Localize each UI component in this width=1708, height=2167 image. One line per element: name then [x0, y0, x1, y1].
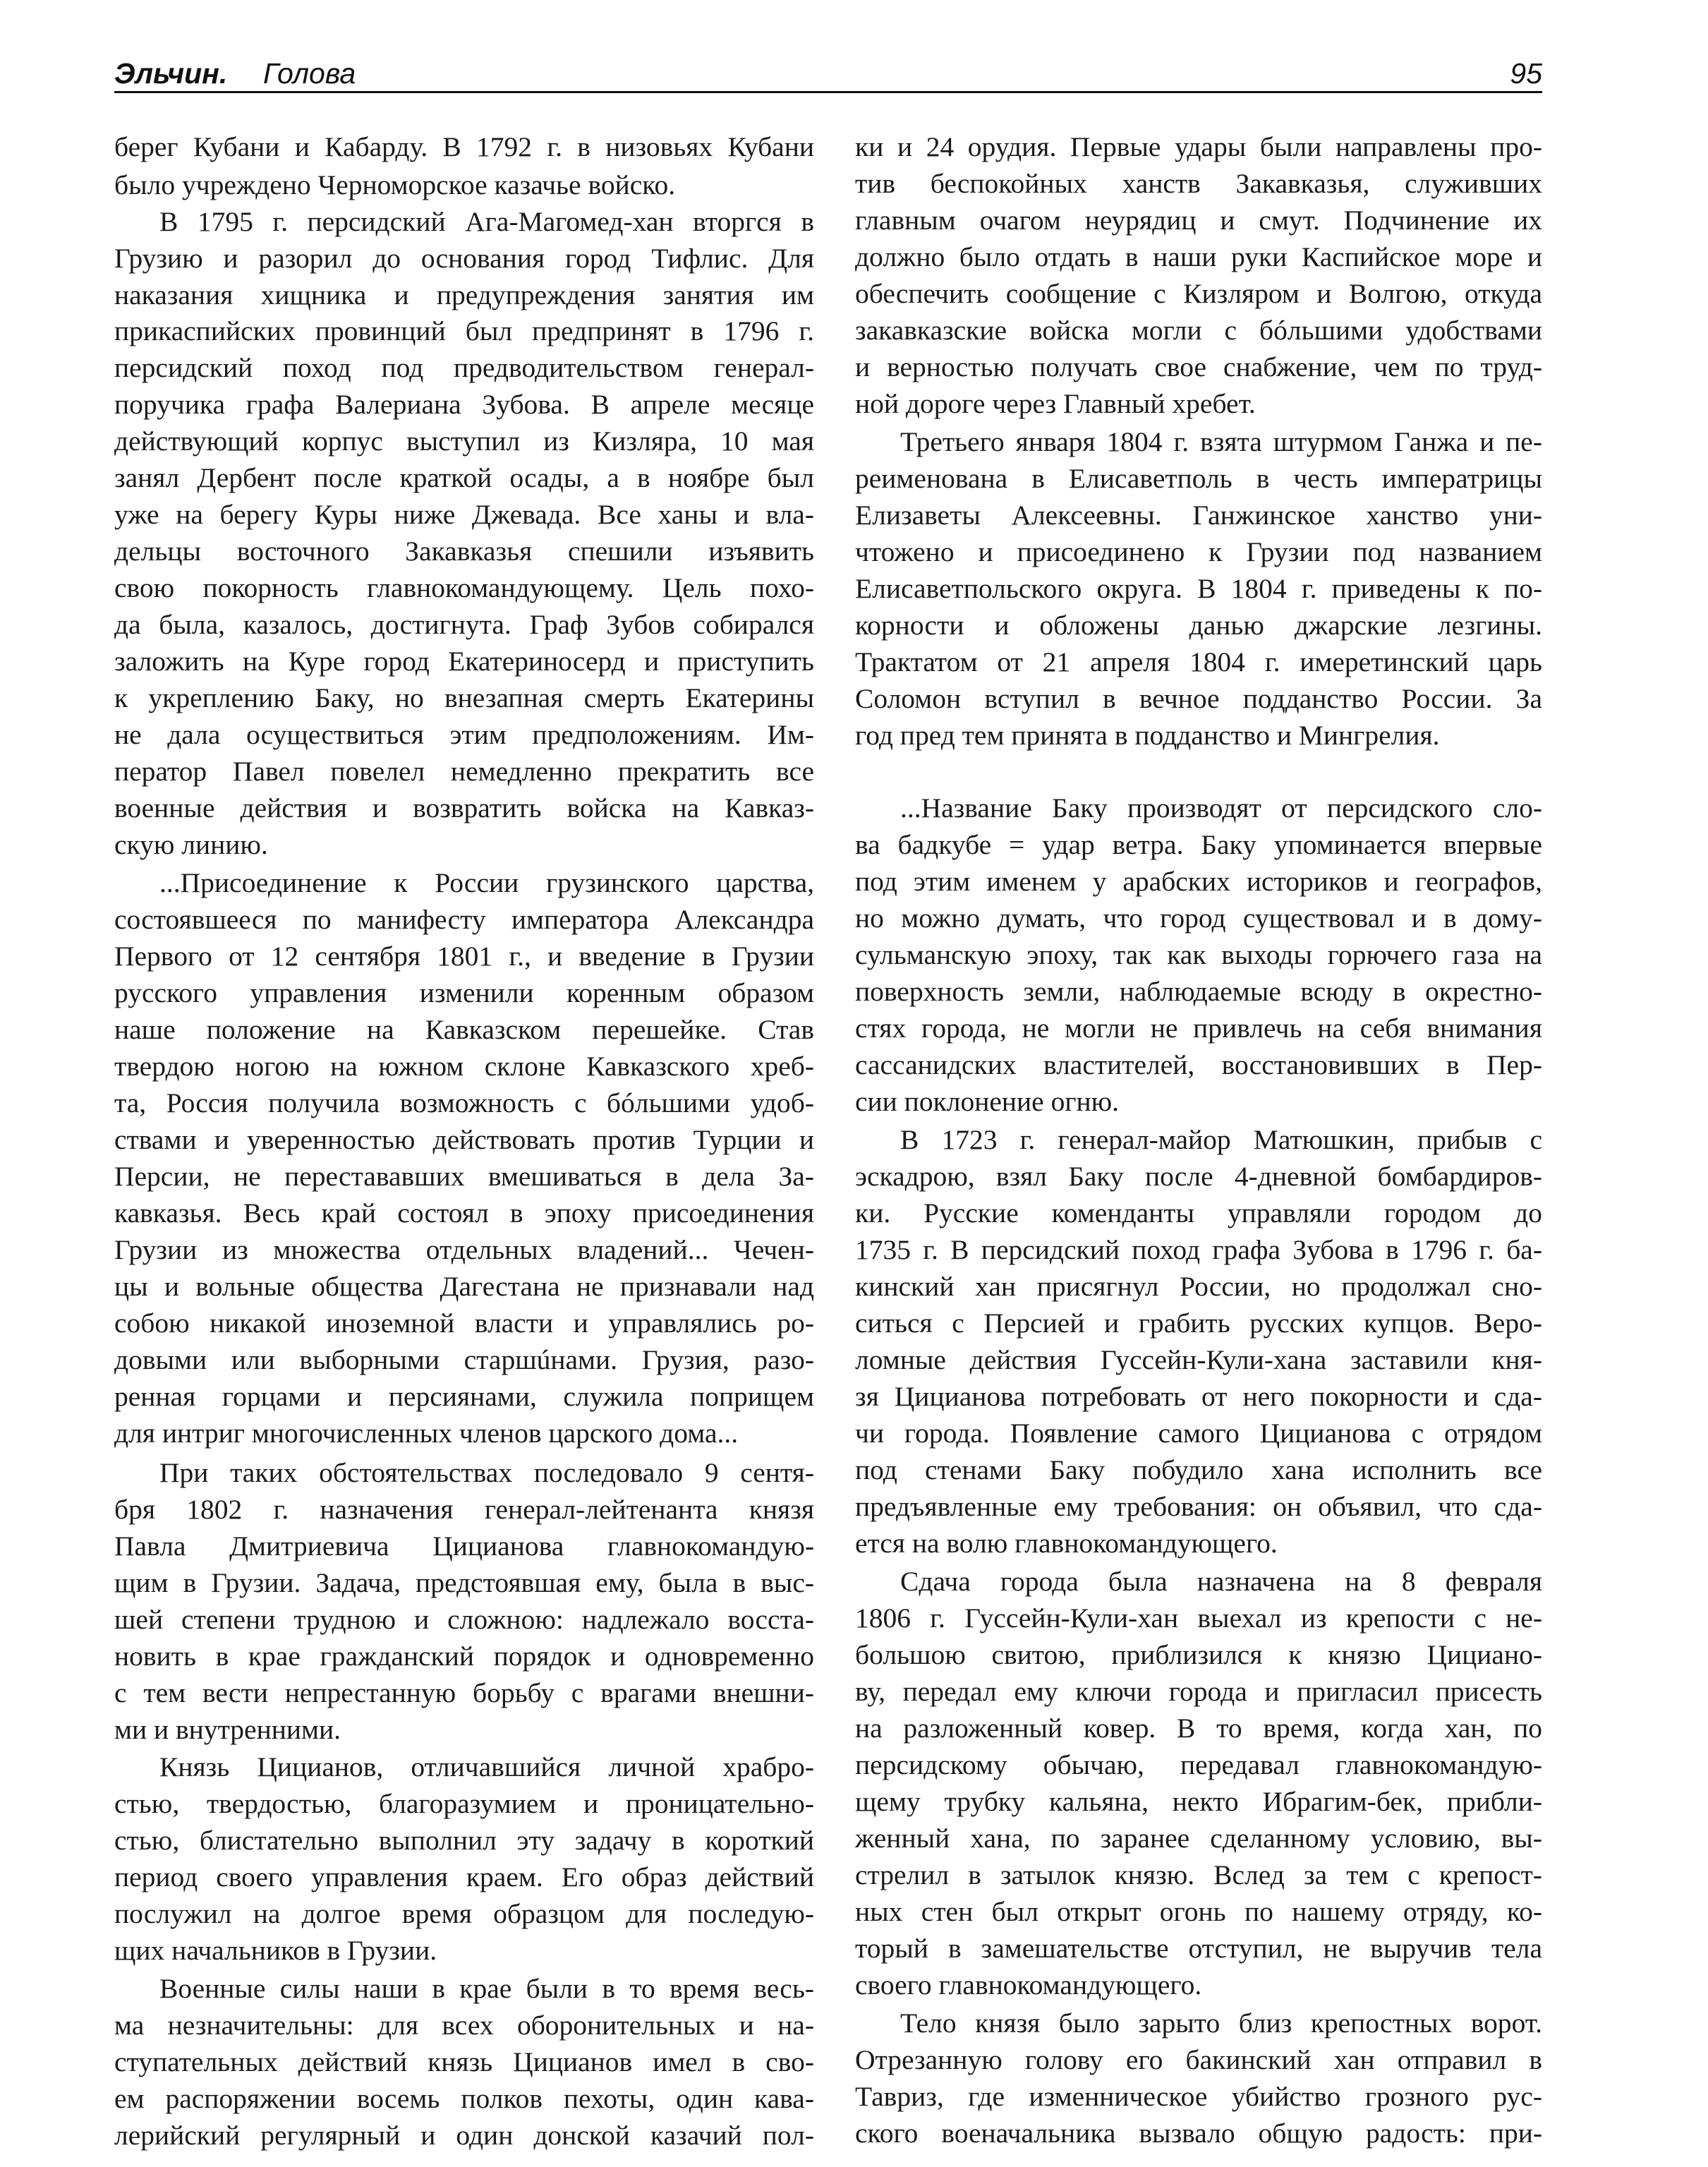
text-line: Третьего января 1804 г. взята штурмом Ганжа и пе- [900, 426, 1542, 457]
header-title: Голова [263, 57, 356, 90]
text-line: реименована в Елисаветполь в честь императрицы [855, 463, 1542, 494]
text-line: ренная горцами и персиянами, служила поприщем [114, 1381, 814, 1412]
text-line: сульманскую эпоху, так как выходы горючего газа на [855, 939, 1542, 970]
text-line: ствами и уверенностью действовать против Турции и [114, 1124, 814, 1155]
text-line: Грузии из множества отдельных владений... Чечен- [114, 1234, 814, 1265]
text-line: лерийский регулярный и один донской казачий пол- [114, 2120, 814, 2151]
text-line: персидскому обычаю, передавал главнокомандую- [855, 1749, 1542, 1780]
text-line: Военные силы наши в крае были в то время весь- [159, 1973, 814, 2004]
text-line: стью, твердостью, благоразумием и проницательно- [114, 1788, 814, 1819]
text-line: ем распоряжении восемь полков пехоты, один кава- [114, 2083, 814, 2114]
text-line: и верностью получать свое снабжение, чем по труд- [855, 351, 1542, 382]
text-line: большою свитою, приблизился к князю Цициано- [855, 1639, 1542, 1670]
text-line: наказания хищника и предупреждения занятия им [114, 279, 814, 310]
text-line: Персии, не перестававших вмешиваться в дела За- [114, 1161, 814, 1192]
text-line: состоявшееся по манифесту императора Александра [114, 904, 814, 935]
text-line: персидский поход под предводительством генерал- [114, 352, 814, 383]
text-line: ки и 24 орудия. Первые удары были направлены про- [855, 131, 1542, 162]
text-line: поверхность земли, наблюдаемые всюду в окрестно- [855, 976, 1542, 1007]
text-line: Отрезанную голову его бакинский хан отправил в [855, 2044, 1542, 2075]
text-line: было учреждено Черноморское казачье войско. [114, 169, 676, 200]
text-line: Первого от 12 сентября 1801 г., и введение в Грузии [114, 941, 814, 972]
text-line: послужил на долгое время образцом для последую- [114, 1898, 814, 1929]
text-line: кинский хан присягнул России, но продолжал сно- [855, 1271, 1542, 1302]
text-line: В 1723 г. генерал-майор Матюшкин, прибыв с [900, 1124, 1542, 1155]
text-line: стях города, не могли не привлечь на себя внимания [855, 1013, 1542, 1044]
text-line: закавказские войска могли с бóльшими удобствами [855, 315, 1542, 346]
text-line: под стенами Баку побудило хана исполнить все [855, 1454, 1542, 1485]
text-line: обеспечить сообщение с Кизляром и Волгою, откуда [855, 278, 1542, 309]
text-line: шей степени трудною и сложною: надлежало восста- [114, 1604, 814, 1635]
header-author: Эльчин. [114, 57, 228, 90]
header-rule [114, 91, 1542, 93]
text-line: Сдача города была назначена на 8 февраля [900, 1566, 1542, 1597]
text-line: довыми или выборными старшúнами. Грузия, разо- [114, 1344, 814, 1375]
text-line: ского военачальника вызвало общую радость: при- [855, 2118, 1542, 2149]
text-line: ломные действия Гуссейн-Кули-хана заставили кня- [855, 1344, 1542, 1375]
text-line: твердою ногою на южном склоне Кавказского хреб- [114, 1051, 814, 1082]
text-line: Грузию и разорил до основания город Тифлис. Для [114, 243, 814, 274]
text-line: ми и внутренними. [114, 1714, 341, 1745]
text-line: Трактатом от 21 апреля 1804 г. имеретинский царь [855, 646, 1542, 677]
text-line: военные действия и возвратить войска на Кавказ- [114, 792, 814, 823]
text-line: на разложенный ковер. В то время, когда хан, по [855, 1713, 1542, 1744]
text-line: ...Присоединение к России грузинского царства, [159, 867, 814, 898]
text-line: тив беспокойных ханств Закавказья, служивших [855, 168, 1542, 199]
text-line: ки. Русские коменданты управляли городом до [855, 1197, 1542, 1229]
text-line: период своего управления краем. Его образ действий [114, 1861, 814, 1893]
text-line: берег Кубани и Кабарду. В 1792 г. в низовьях Кубани [114, 131, 814, 162]
text-line: русского управления изменили коренным образом [114, 977, 814, 1008]
text-line: щих начальников в Грузии. [114, 1935, 437, 1966]
text-line: для интриг многочисленных членов царского дома... [114, 1418, 739, 1449]
text-line: скую линию. [114, 829, 268, 860]
text-line: стью, блистательно выполнил эту задачу в короткий [114, 1825, 814, 1856]
text-line: При таких обстоятельствах последовало 9 сентя- [159, 1457, 814, 1488]
text-line: ных стен был открыт огонь по нашему отряду, ко- [855, 1896, 1542, 1927]
text-line: торый в замешательстве отступил, не выручив тела [855, 1933, 1542, 1964]
text-line: 1735 г. В персидский поход графа Зубова в 1796 г. ба- [855, 1234, 1542, 1265]
text-line: Соломон вступил в вечное подданство России. За [855, 683, 1542, 714]
text-line: Тело князя было зарыто близ крепостных ворот. [900, 2008, 1542, 2039]
text-line: бря 1802 г. назначения генерал-лейтенанта князя [114, 1494, 814, 1525]
text-line: чтожено и присоединено к Грузии под названием [855, 536, 1542, 567]
text-line: ной дороге через Главный хребет. [855, 388, 1256, 419]
text-line: ператор Павел повелел немедленно прекратить все [114, 756, 814, 787]
text-line: главным очагом неурядиц и смут. Подчинение их [855, 205, 1542, 236]
text-line: своего главнокомандующего. [855, 1969, 1202, 2000]
text-line: ситься с Персией и грабить русских купцов. Веро- [855, 1308, 1542, 1339]
text-line: Князь Цицианов, отличавшийся личной храбро- [159, 1751, 814, 1782]
text-line: наше положение на Кавказском перешейке. Став [114, 1014, 814, 1045]
text-line: дельцы восточного Закавказья спешили изъявить [114, 536, 814, 567]
text-line: собою никакой иноземной власти и управлялись ро- [114, 1308, 814, 1339]
text-line: В 1795 г. персидский Ага-Магомед-хан вторгся в [159, 206, 814, 237]
text-line: щим в Грузии. Задача, предстоявшая ему, была в выс- [114, 1567, 814, 1598]
text-line: корности и обложены данью джарские лезгины. [855, 610, 1542, 641]
text-line: сассанидских властителей, восстановивших в Пер- [855, 1049, 1542, 1080]
text-line: кавказья. Весь край состоял в эпоху присоединения [114, 1197, 814, 1229]
text-line: Елисаветпольского округа. В 1804 г. приведены к по- [855, 573, 1542, 604]
text-line: под этим именем у арабских историков и географов, [855, 866, 1542, 897]
text-line: ву, передал ему ключи города и пригласил присесть [855, 1676, 1542, 1707]
text-line: ступательных действий князь Цицианов имел в сво- [114, 2046, 814, 2077]
text-line: щему трубку кальяна, некто Ибрагим-бек, прибли- [855, 1786, 1542, 1817]
page-number: 95 [1510, 57, 1542, 90]
text-line: уже на берегу Куры ниже Джевада. Все ханы и вла- [114, 499, 814, 530]
text-line: ма незначительны: для всех оборонительных и на- [114, 2010, 814, 2041]
text-line: год пред тем принята в подданство и Мингрелия. [855, 720, 1440, 751]
text-line: должно было отдать в наши руки Каспийское море и [855, 241, 1542, 272]
text-line: поручика графа Валериана Зубова. В апреле месяце [114, 389, 814, 420]
text-line: да была, казалось, достигнута. Граф Зубов собирался [114, 609, 814, 640]
text-line: ...Название Баку производят от персидского сло- [900, 792, 1542, 823]
text-line: заложить на Куре город Екатериносерд и приступить [114, 646, 814, 677]
text-line: занял Дербент после краткой осады, а в ноябре был [114, 462, 814, 493]
text-line: не дала осуществиться этим предположениям. Им- [114, 719, 814, 750]
text-line: действующий корпус выступил из Кизляра, 10 мая [114, 425, 814, 457]
text-line: прикаспийских провинций был предпринят в 1796 г. [114, 315, 814, 346]
running-header [0, 0, 1708, 99]
text-line: к укреплению Баку, но внезапная смерть Екатерины [114, 682, 814, 713]
text-line: сии поклонение огню. [855, 1086, 1120, 1117]
text-line: новить в крае гражданский порядок и одновременно [114, 1641, 814, 1672]
text-line: но можно думать, что город существовал и в дому- [855, 903, 1542, 934]
text-line: с тем вести непрестанную борьбу с врагами внешни- [114, 1677, 814, 1708]
text-line: ется на волю главнокомандующего. [855, 1528, 1278, 1559]
text-line: женный хана, по заранее сделанному условию, вы- [855, 1823, 1542, 1854]
text-line: эскадрою, взял Баку после 4-дневной бомбардиров- [855, 1161, 1542, 1192]
text-line: Тавриз, где изменническое убийство грозного рус- [855, 2081, 1542, 2112]
text-line: свою покорность главнокомандующему. Цель похо- [114, 572, 814, 603]
text-line: Павла Дмитриевича Цицианова главнокомандую- [114, 1531, 814, 1562]
text-line: 1806 г. Гуссейн-Кули-хан выехал из крепости с не- [855, 1602, 1542, 1634]
text-line: чи города. Появление самого Цицианова с отрядом [855, 1418, 1542, 1449]
text-line: цы и вольные общества Дагестана не признавали над [114, 1271, 814, 1302]
text-line: Елизаветы Алексеевны. Ганжинское ханство уни- [855, 500, 1542, 531]
text-line: стрелил в затылок князю. Вслед за тем с крепост- [855, 1859, 1542, 1890]
text-line: зя Цицианова потребовать от него покорности и сда- [855, 1381, 1542, 1412]
text-line: ва бадкубе = удар ветра. Баку упоминается впервые [855, 829, 1542, 860]
text-line: предъявленные ему требования: он объявил, что сда- [855, 1491, 1542, 1522]
text-line: та, Россия получила возможность с бóльшими удоб- [114, 1087, 814, 1118]
